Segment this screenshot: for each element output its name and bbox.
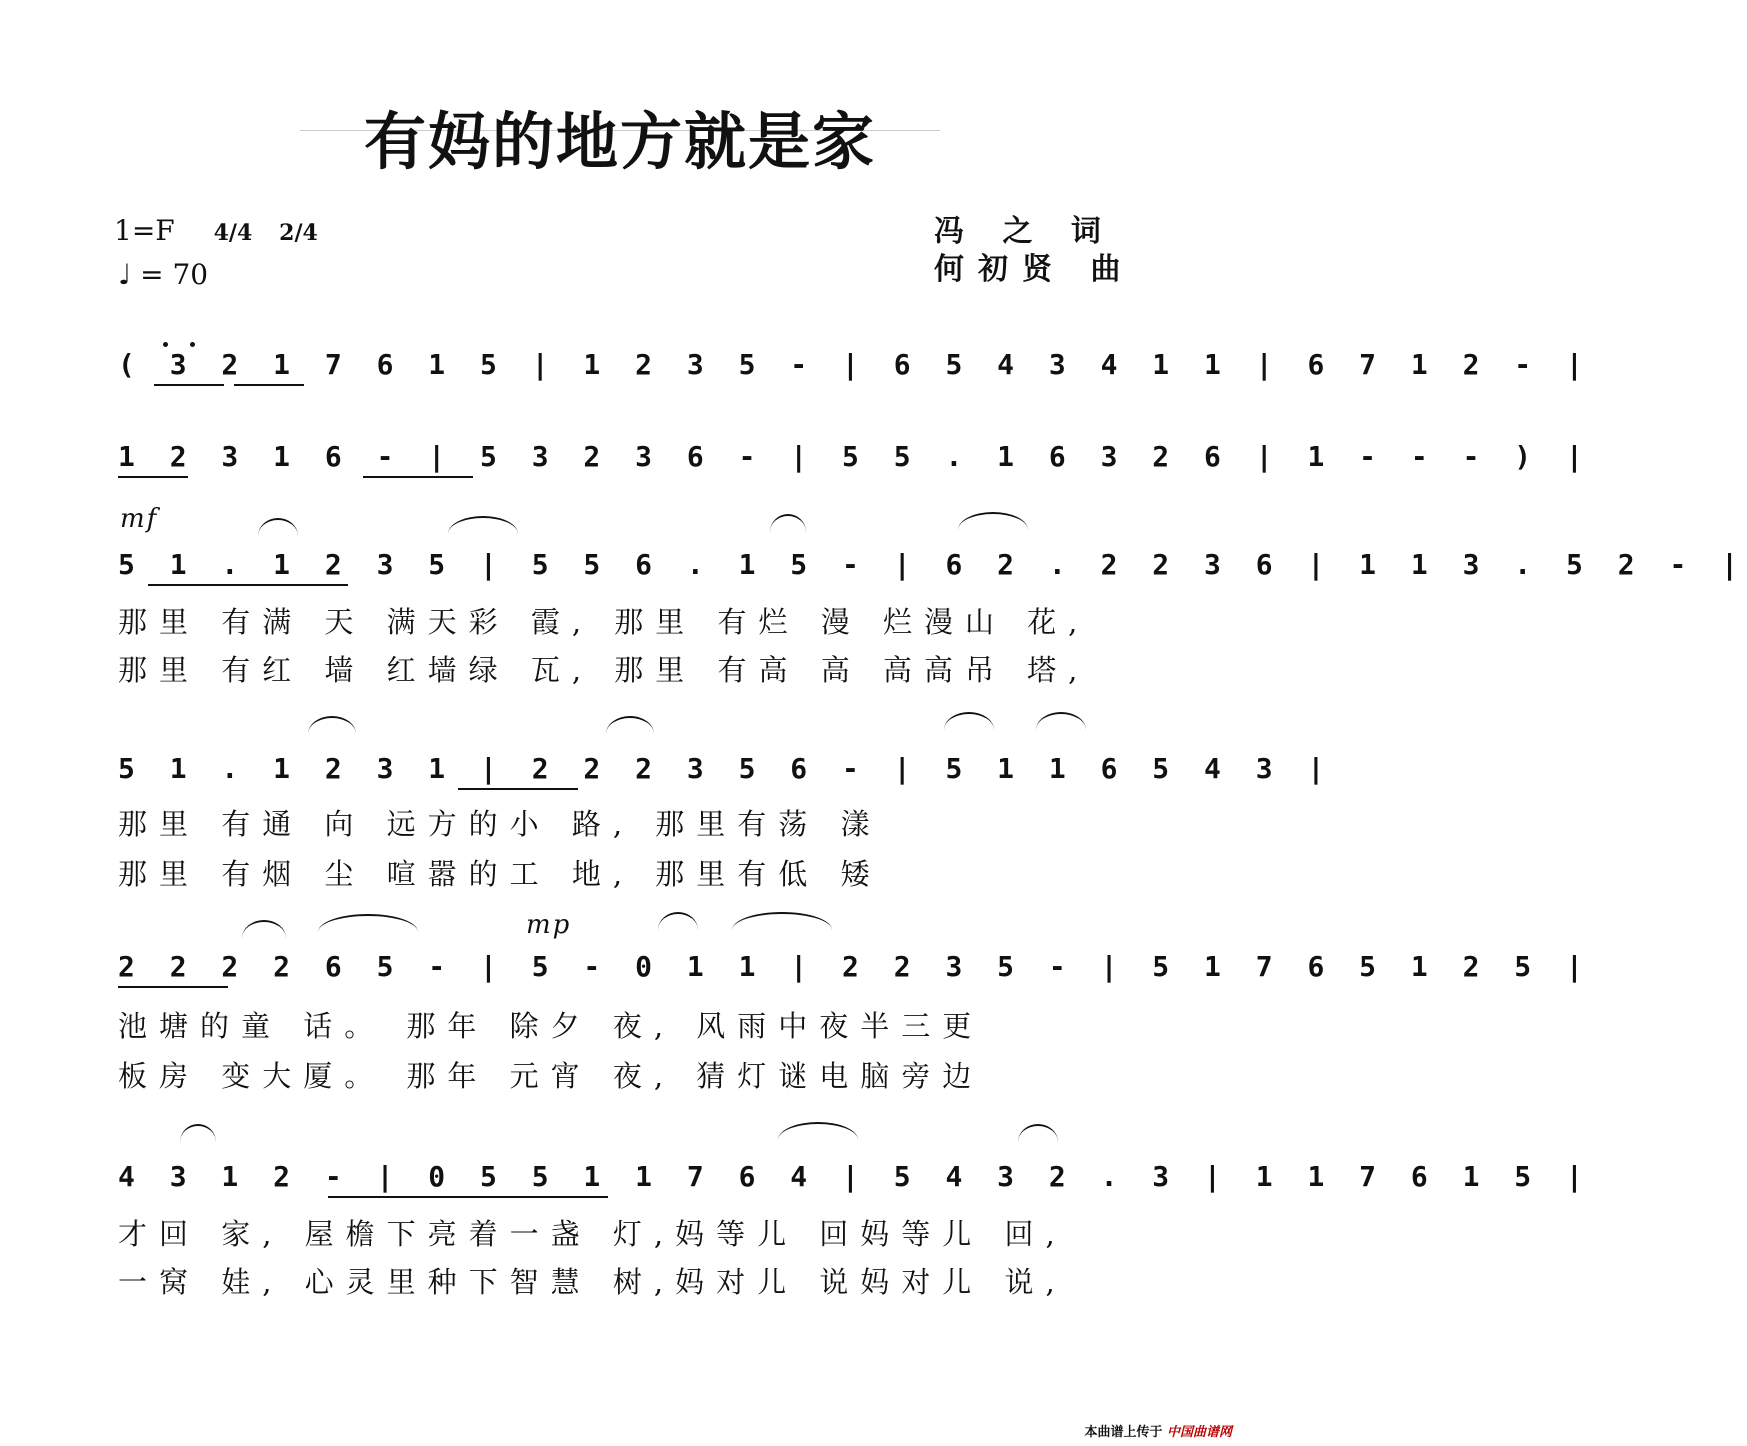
slur [1018, 1124, 1058, 1142]
tempo-marking: ♩ = 70 [118, 258, 209, 291]
lyric-verse2-row-6: 一窝 娃, 心灵里种下智慧 树,妈对儿 说妈对儿 说, [118, 1265, 1067, 1299]
lyric-verse1-row-4: 那里 有通 向 远方的小 路, 那里有荡 漾 [118, 807, 882, 841]
lyric-verse1-row-3: 那里 有满 天 满天彩 霞, 那里 有烂 漫 烂漫山 花, [118, 605, 1090, 639]
lyricist-credit: 冯 之 词 [934, 214, 1115, 249]
page-title: 有妈的地方就是家 [363, 105, 876, 178]
slur [308, 716, 356, 734]
beam [328, 1196, 608, 1198]
notes-row-6: 4 3 1 2 - | 0 5 5 1 1 7 6 4 | 5 4 3 2 . 3 | 1 1 7 6 1 5 | [118, 1160, 1592, 1193]
beam [154, 384, 224, 386]
slur [944, 712, 994, 730]
dynamic-mf: mf [120, 504, 159, 534]
lyric-verse2-row-5: 板房 变大厦。 那年 元宵 夜, 猜灯谜电脑旁边 [118, 1059, 984, 1093]
beam [118, 476, 188, 478]
dynamic-mp: mp [526, 910, 572, 940]
slur [778, 1122, 858, 1140]
notes-row-3: 5 1 . 1 2 3 5 | 5 5 6 . 1 5 - | 6 2 . 2 2 3 6 | 1 1 3 . 5 2 - | [118, 548, 1747, 581]
time-signature-2 [279, 219, 318, 246]
slur [242, 920, 286, 938]
slur [770, 514, 806, 532]
octave-dot [190, 342, 195, 347]
footer-watermark [1084, 1421, 1232, 1440]
footer-prefix: 本曲谱上传于 [1084, 1425, 1163, 1440]
lyric-verse2-row-4: 那里 有烟 尘 喧嚣的工 地, 那里有低 矮 [118, 857, 882, 891]
slur [258, 518, 298, 536]
notes-row-1: ( 3 2 1 7 6 1 5 | 1 2 3 5 - | 6 5 4 3 4 1 1 | 6 7 1 2 - | [118, 348, 1592, 381]
site-logo: 中国曲谱网 [1166, 1425, 1232, 1440]
octave-dot [163, 342, 168, 347]
slur [658, 912, 698, 930]
beam [234, 384, 304, 386]
notes-row-4: 5 1 . 1 2 3 1 | 2 2 2 3 5 6 - | 5 1 1 6 5 4 3 | [118, 752, 1334, 785]
time-signature-1 [213, 219, 253, 246]
beam [458, 788, 578, 790]
lyric-verse1-row-6: 才回 家, 屋檐下亮着一盏 灯,妈等儿 回妈等儿 回, [118, 1217, 1067, 1251]
lyric-verse1-row-5: 池塘的童 话。 那年 除夕 夜, 风雨中夜半三更 [118, 1009, 984, 1043]
slur [958, 512, 1028, 530]
beam [363, 476, 473, 478]
composer-credit: 何初贤 曲 [934, 252, 1135, 287]
notes-row-5: 2 2 2 2 6 5 - | 5 - 0 1 1 | 2 2 3 5 - | 5 1 7 6 5 1 2 5 | [118, 950, 1592, 983]
slur [1036, 712, 1086, 730]
slur [732, 912, 832, 930]
slur [606, 716, 654, 734]
time-sig-1: 4/4 [213, 219, 253, 246]
key-label: 1=F [114, 214, 175, 247]
time-sig-2: 2/4 [279, 219, 318, 246]
slur [180, 1124, 216, 1142]
key-signature [114, 214, 318, 247]
slur [318, 914, 418, 932]
lyric-verse2-row-3: 那里 有红 墙 红墙绿 瓦, 那里 有高 高 高高吊 塔, [118, 653, 1090, 687]
beam [148, 584, 348, 586]
beam [118, 986, 228, 988]
notes-row-2: 1 2 3 1 6 - | 5 3 2 3 6 - | 5 5 . 1 6 3 2 6 | 1 - - - ) | [118, 440, 1592, 473]
slur [448, 516, 518, 534]
